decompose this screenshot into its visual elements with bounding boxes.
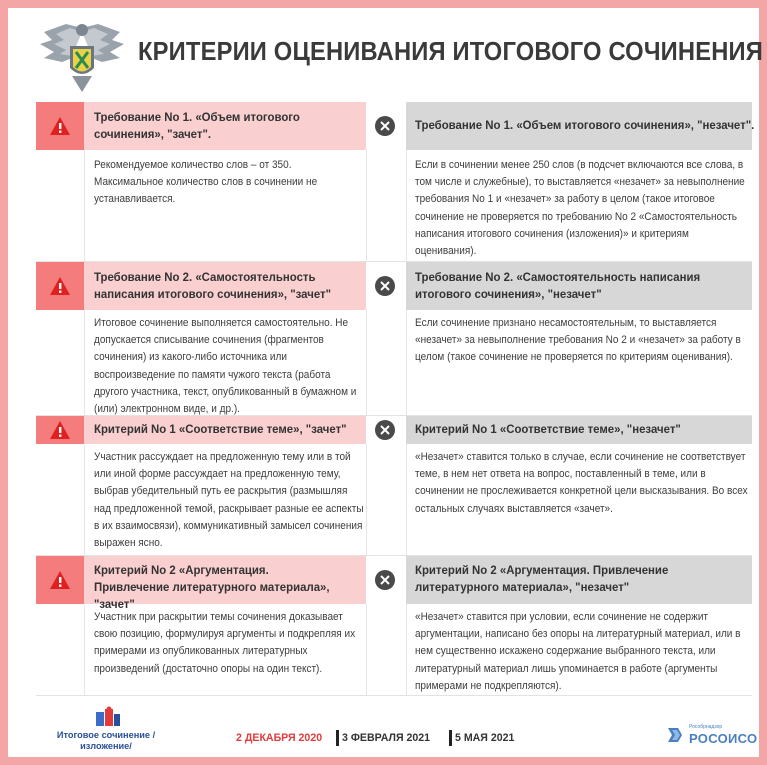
fail-criterion-2-title: Критерий No 2 «Аргументация. Привлечение литературного материала», "незачет" [415,563,669,594]
warning-icon [49,276,71,296]
row-header-2 [36,262,752,310]
pass-criterion-2-title: Критерий No 2 «Аргументация. Привлечение литературного материала», "зачет" [94,563,330,611]
warning-icon [49,570,71,590]
pass-requirement-2-text: Итоговое сочинение выполняется самостоятельно. Не допускается списывание сочинения (фрагментов сочинения) из какого-либо источника или воспроизведение по памяти чужого текста (работа другого участника, текст, опубликованный в бумажном и (или) электронном виде, и др.). [94,317,357,416]
row-header-1 [36,102,755,150]
fail-criterion-1-title: Критерий No 1 «Соответствие теме», "незачет" [415,422,681,436]
cross-icon [374,115,396,137]
pass-requirement-2-title: Требование No 2. «Самостоятельность написания итогового сочинения», "зачет" [94,270,332,301]
row-body-1 [36,150,752,262]
fail-requirement-2-title: Требование No 2. «Самостоятельность написания итогового сочинения», "незачет" [415,270,701,301]
date-separator [449,730,452,746]
pass-criterion-1-text: Участник рассуждает на предложенную тему или в той или иной форме рассуждает на предложенную тему, выбрав убедительный путь ее раскрытия (размышляя над предложенной темой, раскрывает разные ее аспекты в их взаимосвязи), коммуникативный замысел сочинения выражен ясно. [94,451,364,550]
date-december: 2 ДЕКАБРЯ 2020 [236,732,323,744]
row-body-2 [36,310,752,416]
date-february: 3 ФЕВРАЛЯ 2021 [342,732,431,744]
rosobrnadzor-emblem-icon [36,18,128,96]
page-title: КРИТЕРИИ ОЦЕНИВАНИЯ ИТОГОВОГО СОЧИНЕНИЯ [138,38,764,66]
row-header-3 [36,416,752,444]
fail-criterion-2-text: «Незачет» ставится при условии, если сочинение не содержит аргументации, написано без опоры на литературный материал, или в нем существенно искажено содержание выбранного текста, или литературный материал лишь упоминается в работе (аргументы примерами не подкрепляются). [415,611,741,692]
pass-requirement-1-title: Требование No 1. «Объем итогового сочинения», "зачет". [94,110,300,141]
date-may: 5 МАЯ 2021 [455,732,515,744]
fail-criterion-1-text: «Незачет» ставится только в случае, если сочинение не соответствует теме, в нем нет ответа на вопрос, поставленный в теме, или в сочинении не прослеживается конкретной цели высказывания. Во всех остальных случаях выставляется «зачет». [415,451,748,515]
final-essay-logo-icon [78,706,138,730]
warning-icon [49,420,71,440]
row-header-4 [36,556,752,611]
date-separator [336,730,339,746]
cross-icon [374,275,396,297]
rosobrnadzor-logo-icon [664,724,686,746]
pass-criterion-2-text: Участник при раскрытии темы сочинения доказывает свою позицию, формулируя аргументы и подкрепляя их примерами из опубликованных литературных произведений (достаточно опоры на один текст). [94,611,356,675]
infographic-card [8,8,764,757]
cross-icon [374,419,396,441]
rosobrnadzor-logo-caption: Рособрнадзор [689,724,723,730]
fail-requirement-1-title: Требование No 1. «Объем итогового сочинения», "незачет". [415,118,755,132]
row-body-3 [36,444,752,556]
warning-icon [49,116,71,136]
cross-icon [374,569,396,591]
rosobrnadzor-logo-text: РОСОИСО [689,731,758,746]
pass-requirement-1-text: Рекомендуемое количество слов – от 350. Максимальное количество слов в сочинении не устанавливается. [94,159,318,206]
fail-requirement-1-text: Если в сочинении менее 250 слов (в подсчет включаются все слова, в том числе и служебные), то выставляется «незачет» за невыполнение требования No 1 и «незачет» за работу в целом (такое итоговое сочинение не проверяется по требованию No 2 «Самостоятельность написания итогового сочинения (изложения)» и критериям оценивания). [415,159,745,258]
row-body-4 [36,604,752,696]
final-essay-logo-text: Итоговое сочинение /изложение/ [56,730,156,751]
fail-requirement-2-text: Если сочинение признано несамостоятельным, то выставляется «незачет» за невыполнение требования No 2 и «незачет» за работу в целом (такое сочинение не проверяется по критериям оценивания). [415,317,741,364]
criteria-table [36,102,755,696]
pass-criterion-1-title: Критерий No 1 «Соответствие теме», "зачет" [94,422,347,436]
